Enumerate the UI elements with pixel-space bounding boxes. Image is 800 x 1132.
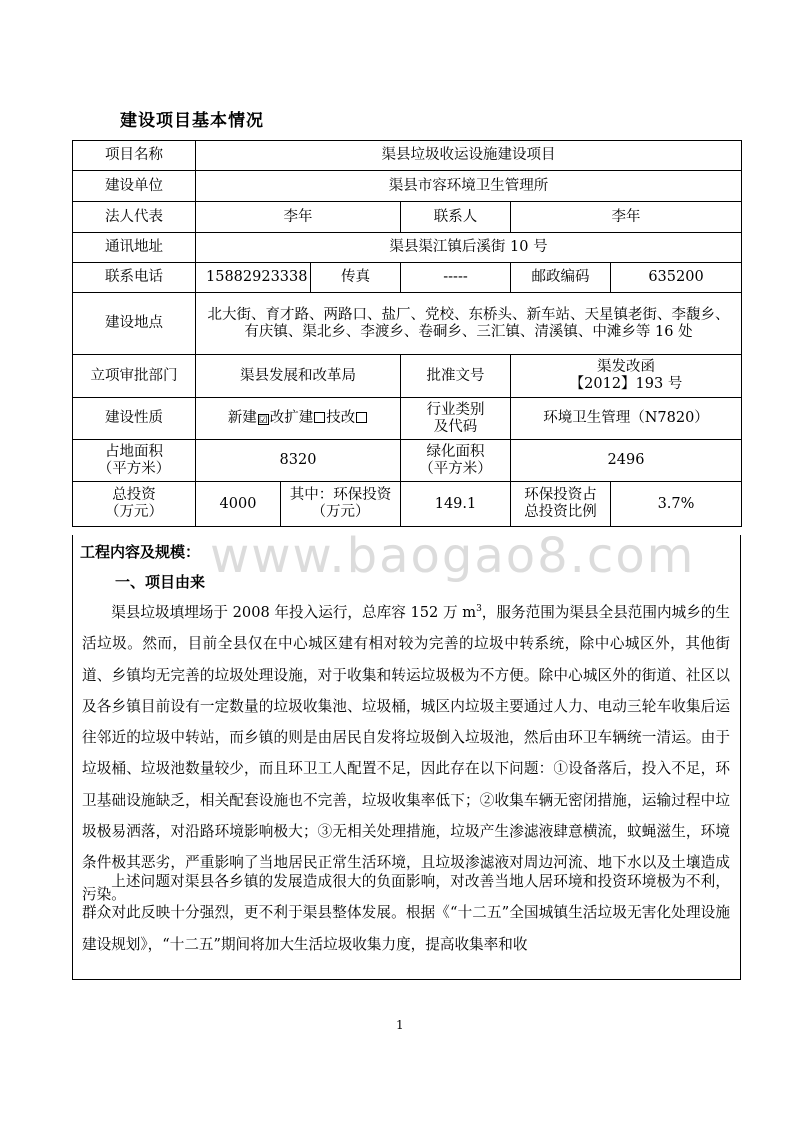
paragraph-background [82, 597, 730, 910]
section-heading: 建设项目基本情况 [120, 111, 264, 131]
env-invest-value: 149.1 [401, 482, 511, 527]
legal-rep-value: 李年 [196, 202, 401, 233]
table-row [73, 355, 742, 398]
watermark: www.baogao8.com [210, 528, 696, 584]
nature-expand-text: 改扩建 [269, 410, 314, 426]
checked-checkbox-icon: ☑ [258, 415, 268, 426]
ratio-label-line2: 总投资比例 [524, 504, 597, 520]
approval-no-label: 批准文号 [401, 355, 511, 398]
ratio-label [511, 482, 611, 527]
table-row [73, 202, 742, 233]
ratio-value: 3.7% [611, 482, 742, 527]
ratio-label-line1: 环保投资占 [524, 487, 597, 503]
legal-rep-label: 法人代表 [73, 202, 196, 233]
nature-tech-text: 技改 [326, 410, 356, 426]
phone-value: 15882923338 [196, 263, 311, 293]
approval-dept-value: 渠县发展和改革局 [196, 355, 401, 398]
table-row [73, 141, 742, 171]
invest-label [73, 482, 196, 527]
phone-label: 联系电话 [73, 263, 196, 293]
green-label [401, 440, 511, 482]
unit-value: 渠县市容环境卫生管理所 [196, 171, 742, 202]
project-name-value: 渠县垃圾收运设施建设项目 [196, 141, 742, 171]
fax-label: 传真 [311, 263, 401, 293]
invest-label-line2: （万元） [105, 504, 163, 520]
content-box [72, 535, 741, 980]
unchecked-checkbox-icon [356, 412, 367, 423]
area-label-line2: （平方米） [97, 460, 171, 477]
nature-label: 建设性质 [73, 398, 196, 440]
table-row [73, 293, 742, 355]
table-row [73, 171, 742, 202]
nature-new-text: 新建 [227, 410, 257, 426]
paragraph-text: ，服务范围为渠县全县范围内城乡的生活垃圾。然而，目前全县仅在中心城区建有相对较为完善的垃圾中转系统，除中心城区外，其他街道、乡镇均无完善的垃圾处理设施，对于收集和转运垃圾极为不方便。除中心城区外的街道、社区以及各乡镇目前设有一定数量的垃圾收集池、垃圾桶，城区内垃圾主要通过人力、电动三轮车收集后运往邻近的垃圾中转站，而乡镇的则是由居民自发将垃圾倒入垃圾池，然后由环卫车辆统一清运。由于垃圾桶、垃圾池数量较少，而且环卫工人配置不足，因此存在以下问题：①设备落后，投入不足，环卫基础设施缺乏，相关配套设施也不完善，垃圾收集率低下；②收集车辆无密闭措施，运输过程中垃圾极易洒落，对沿路环境影响极大；③无相关处理措施，垃圾产生渗滤液肆意横流，蚊蝇滋生，环境条件极其恶劣，严重影响了当地居民正常生活环境，且垃圾渗滤液对周边河流、地下水以及土壤造成污染。 [82, 604, 730, 903]
unchecked-checkbox-icon [314, 412, 325, 423]
project-info-table [72, 140, 742, 527]
table-row [73, 263, 742, 293]
paragraph-text: 渠县垃圾填埋场于 2008 年投入运行，总库容 152 万 m [111, 604, 477, 621]
env-invest-label [281, 482, 401, 527]
site-label: 建设地点 [73, 293, 196, 355]
approval-no-value [511, 355, 742, 398]
area-label-line1: 占地面积 [105, 443, 163, 460]
contact-label: 联系人 [401, 202, 511, 233]
green-value: 2496 [511, 440, 742, 482]
approval-dept-label: 立项审批部门 [73, 355, 196, 398]
contact-value: 李年 [511, 202, 742, 233]
industry-label [401, 398, 511, 440]
section-subtitle: 一、项目由来 [115, 573, 206, 591]
approval-no-line1: 渠发改函 [597, 359, 655, 375]
table-row [73, 482, 742, 527]
fax-value: ----- [401, 263, 511, 293]
env-invest-label-line1: 其中：环保投资 [289, 487, 392, 503]
env-invest-label-line2: （万元） [311, 504, 370, 520]
project-name-label: 项目名称 [73, 141, 196, 171]
table-row [73, 398, 742, 440]
site-value: 北大街、育才路、两路口、盐厂、党校、东桥头、新车站、天星镇老街、李馥乡、有庆镇、渠北乡、李渡乡、卷硐乡、三汇镇、清溪镇、中滩乡等 16 处 [196, 293, 742, 355]
page-number: 1 [396, 1018, 404, 1032]
invest-value: 4000 [196, 482, 281, 527]
green-label-line1: 绿化面积 [426, 443, 485, 460]
area-label [73, 440, 196, 482]
paragraph-problems: 上述问题对渠县各乡镇的发展造成很大的负面影响，对改善当地人居环境和投资环境极为不利，群众对此反映十分强烈，更不利于渠县整体发展。根据《“十二五”全国城镇生活垃圾无害化处理设施建设规划》，“十二五”期间将加大生活垃圾收集力度，提高收集率和收 [82, 873, 730, 953]
area-value: 8320 [196, 440, 401, 482]
industry-label-line1: 行业类别 [426, 401, 485, 418]
green-label-line2: （平方米） [419, 460, 492, 477]
address-value: 渠县渠江镇后溪街 10 号 [196, 233, 742, 263]
content-title: 工程内容及规模： [80, 543, 201, 561]
invest-label-line1: 总投资 [112, 487, 156, 503]
industry-value: 环境卫生管理（N7820） [511, 398, 742, 440]
approval-no-line2: 【2012】193 号 [569, 376, 683, 392]
table-row [73, 440, 742, 482]
industry-label-line2: 及代码 [433, 418, 478, 435]
postcode-label: 邮政编码 [511, 263, 611, 293]
superscript: 3 [476, 604, 482, 615]
postcode-value: 635200 [611, 263, 742, 293]
table-row [73, 233, 742, 263]
address-label: 通讯地址 [73, 233, 196, 263]
unit-label: 建设单位 [73, 171, 196, 202]
nature-value [196, 398, 401, 440]
